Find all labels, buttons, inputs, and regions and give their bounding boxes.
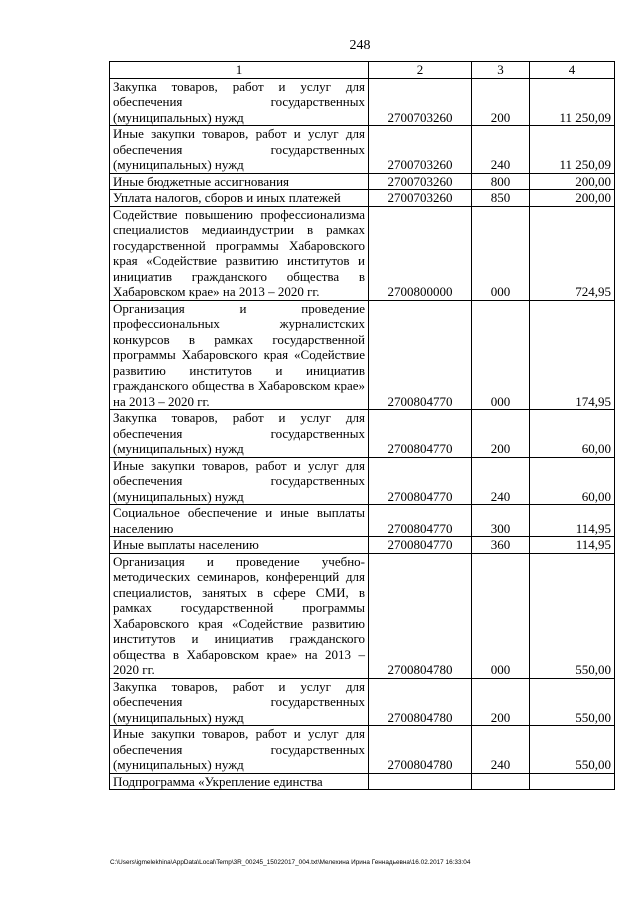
table-row: [110, 190, 615, 207]
header-col-name: 1: [110, 62, 369, 79]
row-type: 240: [472, 457, 530, 505]
row-type: 300: [472, 505, 530, 537]
row-code: 2700804770: [369, 410, 472, 458]
row-name: Иные бюджетные ассигнования: [110, 173, 369, 190]
table-row: [110, 206, 615, 300]
row-sum: 724,95: [530, 206, 615, 300]
table-row: [110, 300, 615, 410]
row-code: 2700703260: [369, 173, 472, 190]
header-col-sum: 4: [530, 62, 615, 79]
row-name: Закупка товаров, работ и услуг для обеспечения государственных (муниципальных) нужд: [110, 678, 369, 726]
budget-table-body: [110, 62, 615, 790]
row-type: 800: [472, 173, 530, 190]
row-type: 240: [472, 726, 530, 774]
row-sum: 550,00: [530, 553, 615, 678]
row-sum: 60,00: [530, 410, 615, 458]
row-type: 240: [472, 126, 530, 174]
row-code: 2700804770: [369, 457, 472, 505]
row-type: 200: [472, 410, 530, 458]
header-col-code: 2: [369, 62, 472, 79]
header-col-type: 3: [472, 62, 530, 79]
row-code: 2700804770: [369, 537, 472, 554]
row-code: 2700804770: [369, 505, 472, 537]
row-code: 2700800000: [369, 206, 472, 300]
row-name: Иные выплаты населению: [110, 537, 369, 554]
row-name: Организация и проведение профессиональных журналистских конкурсов в рамках государственной программы Хабаровского края «Содействие развитию институтов и инициатив гражданского общества в Хабаровском крае» на 2013 – 2020 гг.: [110, 300, 369, 410]
row-sum: 11 250,09: [530, 126, 615, 174]
row-type: 000: [472, 300, 530, 410]
row-sum: 60,00: [530, 457, 615, 505]
table-row: [110, 553, 615, 678]
row-code: [369, 773, 472, 790]
row-name: Иные закупки товаров, работ и услуг для обеспечения государственных (муниципальных) нужд: [110, 457, 369, 505]
row-name: Закупка товаров, работ и услуг для обеспечения государственных (муниципальных) нужд: [110, 410, 369, 458]
row-type: 000: [472, 553, 530, 678]
row-sum: 200,00: [530, 190, 615, 207]
row-name: Иные закупки товаров, работ и услуг для обеспечения государственных (муниципальных) нужд: [110, 126, 369, 174]
row-type: 360: [472, 537, 530, 554]
row-code: 2700703260: [369, 78, 472, 126]
row-code: 2700703260: [369, 190, 472, 207]
row-name: Организация и проведение учебно-методических семинаров, конференций для специалистов, занятых в сфере СМИ, в рамках государственной программы Хабаровского края «Содействие развитию институтов и инициатив гражданского общества в Хабаровском крае» на 2013 – 2020 гг.: [110, 553, 369, 678]
table-row: [110, 173, 615, 190]
row-name: Закупка товаров, работ и услуг для обеспечения государственных (муниципальных) нужд: [110, 78, 369, 126]
table-header-row: [110, 62, 615, 79]
row-name: Содействие повышению профессионализма специалистов медиаиндустрии в рамках государственной программы Хабаровского края «Содействие развитию институтов и инициатив гражданского общества в Хабаровском крае» на 2013 – 2020 гг.: [110, 206, 369, 300]
row-sum: 174,95: [530, 300, 615, 410]
page-number: 248: [349, 38, 371, 53]
row-code: 2700804780: [369, 726, 472, 774]
row-name: Уплата налогов, сборов и иных платежей: [110, 190, 369, 207]
row-type: 200: [472, 78, 530, 126]
table-row: [110, 726, 615, 774]
row-sum: 200,00: [530, 173, 615, 190]
budget-table: [109, 61, 615, 790]
row-sum: [530, 773, 615, 790]
row-name: Иные закупки товаров, работ и услуг для обеспечения государственных (муниципальных) нужд: [110, 726, 369, 774]
table-row: [110, 126, 615, 174]
row-sum: 550,00: [530, 726, 615, 774]
row-sum: 11 250,09: [530, 78, 615, 126]
row-sum: 114,95: [530, 505, 615, 537]
row-code: 2700804780: [369, 678, 472, 726]
row-type: 850: [472, 190, 530, 207]
row-code: 2700703260: [369, 126, 472, 174]
row-name: Подпрограмма «Укрепление единства: [110, 773, 369, 790]
table-row: [110, 78, 615, 126]
table-row: [110, 537, 615, 554]
table-row: [110, 678, 615, 726]
row-code: 2700804780: [369, 553, 472, 678]
table-row: [110, 410, 615, 458]
footer-file-path: C:\Users\igmelekhina\AppData\Local\Temp\3R_00245_15022017_004.txt\Мелехина Ирина Геннадьевна\16.02.2017 16:33:04: [110, 859, 471, 866]
row-code: 2700804770: [369, 300, 472, 410]
row-sum: 114,95: [530, 537, 615, 554]
table-row: [110, 457, 615, 505]
row-type: 200: [472, 678, 530, 726]
row-type: [472, 773, 530, 790]
table-row: [110, 773, 615, 790]
row-sum: 550,00: [530, 678, 615, 726]
row-type: 000: [472, 206, 530, 300]
row-name: Социальное обеспечение и иные выплаты населению: [110, 505, 369, 537]
table-row: [110, 505, 615, 537]
